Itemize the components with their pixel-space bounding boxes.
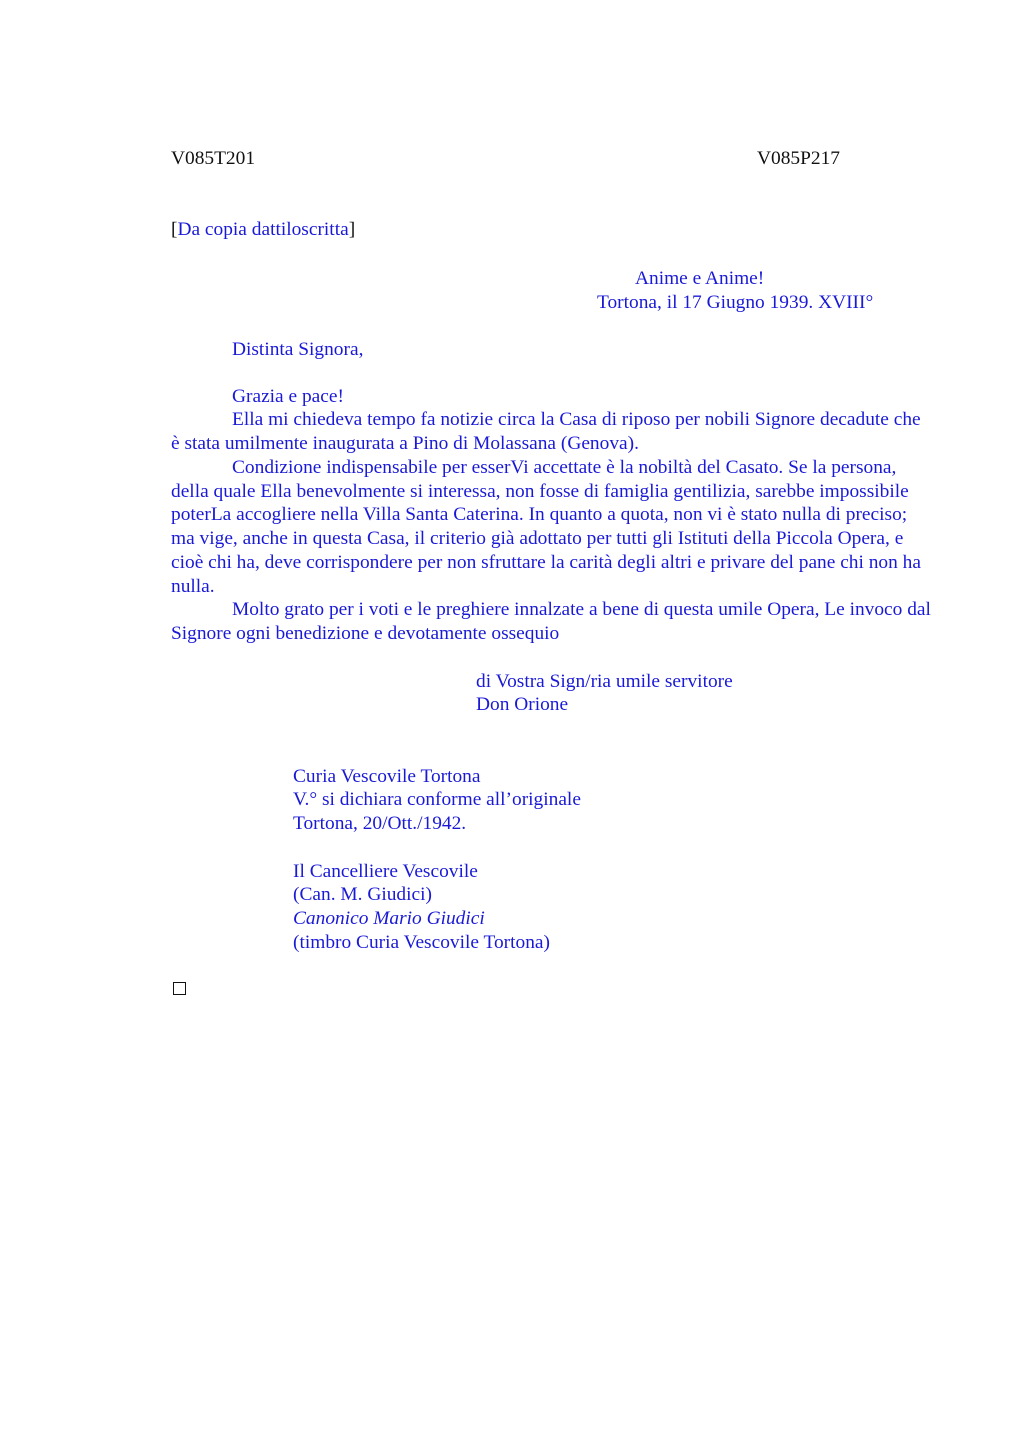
closing-line: di Vostra Sign/ria umile servitore <box>476 671 733 692</box>
letter-paragraph-3: Molto grato per i voti e le preghiere innalzate a bene di questa umile Opera, Le invoco dal Signore ogni benedizione e devotamente ossequio <box>171 599 931 644</box>
certification-conformity: V.° si dichiara conforme all’originale <box>293 789 581 810</box>
signature-name: Don Orione <box>476 694 569 715</box>
certification-date: Tortona, 20/Ott./1942. <box>293 813 467 834</box>
letter-paragraph-1: Ella mi chiedeva tempo fa notizie circa la Casa di riposo per nobili Signore decadute che è stata umilmente inaugurata a Pino di Molassana (Genova). <box>171 409 921 454</box>
document-code-right: V085P217 <box>757 148 840 169</box>
certification-stamp-note: (timbro Curia Vescovile Tortona) <box>293 932 550 953</box>
source-note-open-bracket: [ <box>171 219 178 240</box>
greeting: Grazia e pace! <box>232 386 344 407</box>
letter-paragraph-2: Condizione indispensabile per esserVi accettate è la nobiltà del Casato. Se la persona, della quale Ella benevolmente si interessa, non fosse di famiglia gentilizia, sarebbe impossibile poterLa accogliere nella Villa Santa Caterina. In quanto a quota, non vi è stato nulla di preciso; ma vige, anche in questa Casa, il criterio già adottato per tutti gli Istituti della Piccola Opera, e cioè chi ha, deve corrispondere per non sfruttare la carità degli altri e privare del pane chi non ha nulla. <box>171 457 921 597</box>
end-marker-box <box>173 982 186 995</box>
source-note-close-bracket: ] <box>348 219 356 240</box>
certification-curia: Curia Vescovile Tortona <box>293 766 481 787</box>
certification-chancellor-name: (Can. M. Giudici) <box>293 884 432 905</box>
motto: Anime e Anime! <box>635 268 765 289</box>
source-note-text: Da copia dattiloscritta <box>177 219 349 240</box>
document-code-left: V085T201 <box>171 148 256 169</box>
source-note <box>171 218 355 242</box>
certification-signature: Canonico Mario Giudici <box>293 908 485 929</box>
date-line: Tortona, il 17 Giugno 1939. XVIII° <box>597 292 874 313</box>
salutation: Distinta Signora, <box>232 339 364 360</box>
certification-chancellor-title: Il Cancelliere Vescovile <box>293 861 478 882</box>
